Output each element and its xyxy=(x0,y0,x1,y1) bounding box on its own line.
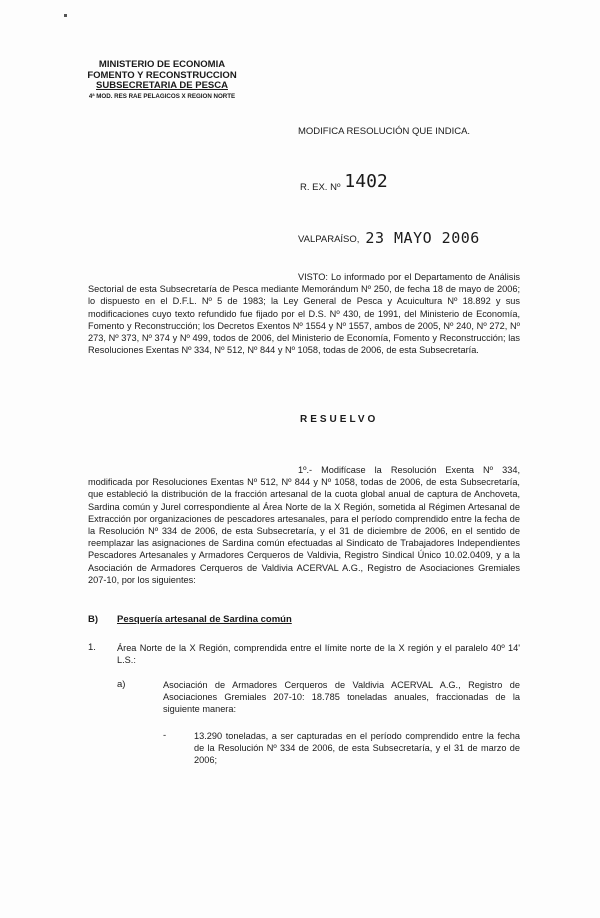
item-dash-bullet: - xyxy=(163,730,167,741)
item-dash-text: 13.290 toneladas, a ser capturadas en el período comprendido entre la fecha de la Resolución Nº 334 de 2006, de esta Subsecretaría, y el 31 de marzo de 2006; xyxy=(194,731,520,766)
article-1-paragraph: 1º.- Modifícase la Resolución Exenta Nº 334, modificada por Resoluciones Exentas Nº 512, Nº 844 y Nº 1058, todas de 2006, de esta Subsecretaría, que estableció la distribución de la fracción artesanal de la cuota global anual de captura de Anchoveta, Sardina común y Jurel correspondiente al Área Norte de la X Región, sometida al Régimen Artesanal de Extracción por organizaciones de pescadores artesanales, para el período comprendido entre la fecha de la Resolución Nº 334 de 2006, de esta Subsecretaría, y el 31 de diciembre de 2006, en el sentido de reemplazar las asignaciones de Sardina común efectuadas al Sindicato de Trabajadores Independientes Pescadores Artesanales y Armadores Cerqueros de Valdivia, Registro Sindical Único 10.02.0409, y a la Asociación de Armadores Cerqueros de Valdivia ACERVAL A.G., Registro de Asociaciones Gremiales 207-10, por los siguientes: xyxy=(88,465,520,585)
resolution-stamp-number: 1402 xyxy=(344,171,388,192)
city-label: VALPARAÍSO, xyxy=(298,234,360,245)
item-a-label: a) xyxy=(117,679,126,690)
ministry-line-4: 4ª MOD. RES RAE PELAGICOS X REGION NORTE xyxy=(88,92,236,100)
place-date xyxy=(298,228,480,246)
item-1-number: 1. xyxy=(88,642,96,653)
section-b-title: Pesquería artesanal de Sardina común xyxy=(117,614,292,625)
section-b-heading xyxy=(88,614,292,625)
document-subject: MODIFICA RESOLUCIÓN QUE INDICA. xyxy=(298,126,471,137)
item-1-text: Área Norte de la X Región, comprendida entre el límite norte de la X región y el paralelo 40º 14' L.S.: xyxy=(117,643,520,666)
visto-paragraph: VISTO: Lo informado por el Departamento de Análisis Sectorial de esta Subsecretaría de Pesca mediante Memorándum Nº 250, de fecha 18 de mayo de 2006; lo dispuesto en el D.F.L. Nº 5 de 1983; la Ley General de Pesca y Acuicultura Nº 18.892 y sus modificaciones cuyo texto refundido fue fijado por el D.S. Nº 430, de 1991, del Ministerio de Economía, Fomento y Reconstrucción; los Decretos Exentos Nº 1554 y Nº 1557, ambos de 2005, Nº 240, Nº 272, Nº 273, Nº 373, Nº 374 y Nº 499, todos de 2006, del Ministerio de Economía, Fomento y Reconstrucción; las Resoluciones Exentas Nº 334, Nº 512, Nº 844 y Nº 1058, todas de 2006, de esta Subsecretaría. xyxy=(88,272,520,356)
date-stamp: 23 MAYO 2006 xyxy=(365,229,480,247)
item-a-text: Asociación de Armadores Cerqueros de Valdivia ACERVAL A.G., Registro de Asociaciones Gremiales 207-10: 18.785 toneladas anuales, fraccionadas de la siguiente manera: xyxy=(163,680,520,715)
resolution-number xyxy=(300,171,388,195)
ministry-line-3: SUBSECRETARIA DE PESCA xyxy=(96,80,228,91)
scan-mark xyxy=(64,14,67,17)
section-b-label: B) xyxy=(88,614,99,625)
ministry-line-2: FOMENTO Y RECONSTRUCCION xyxy=(87,69,237,81)
resuelvo-heading: RESUELVO xyxy=(300,414,379,425)
resolution-label: R. EX. Nº xyxy=(300,182,341,193)
ministry-line-1: MINISTERIO DE ECONOMIA xyxy=(98,59,226,70)
ministry-header xyxy=(62,60,262,102)
